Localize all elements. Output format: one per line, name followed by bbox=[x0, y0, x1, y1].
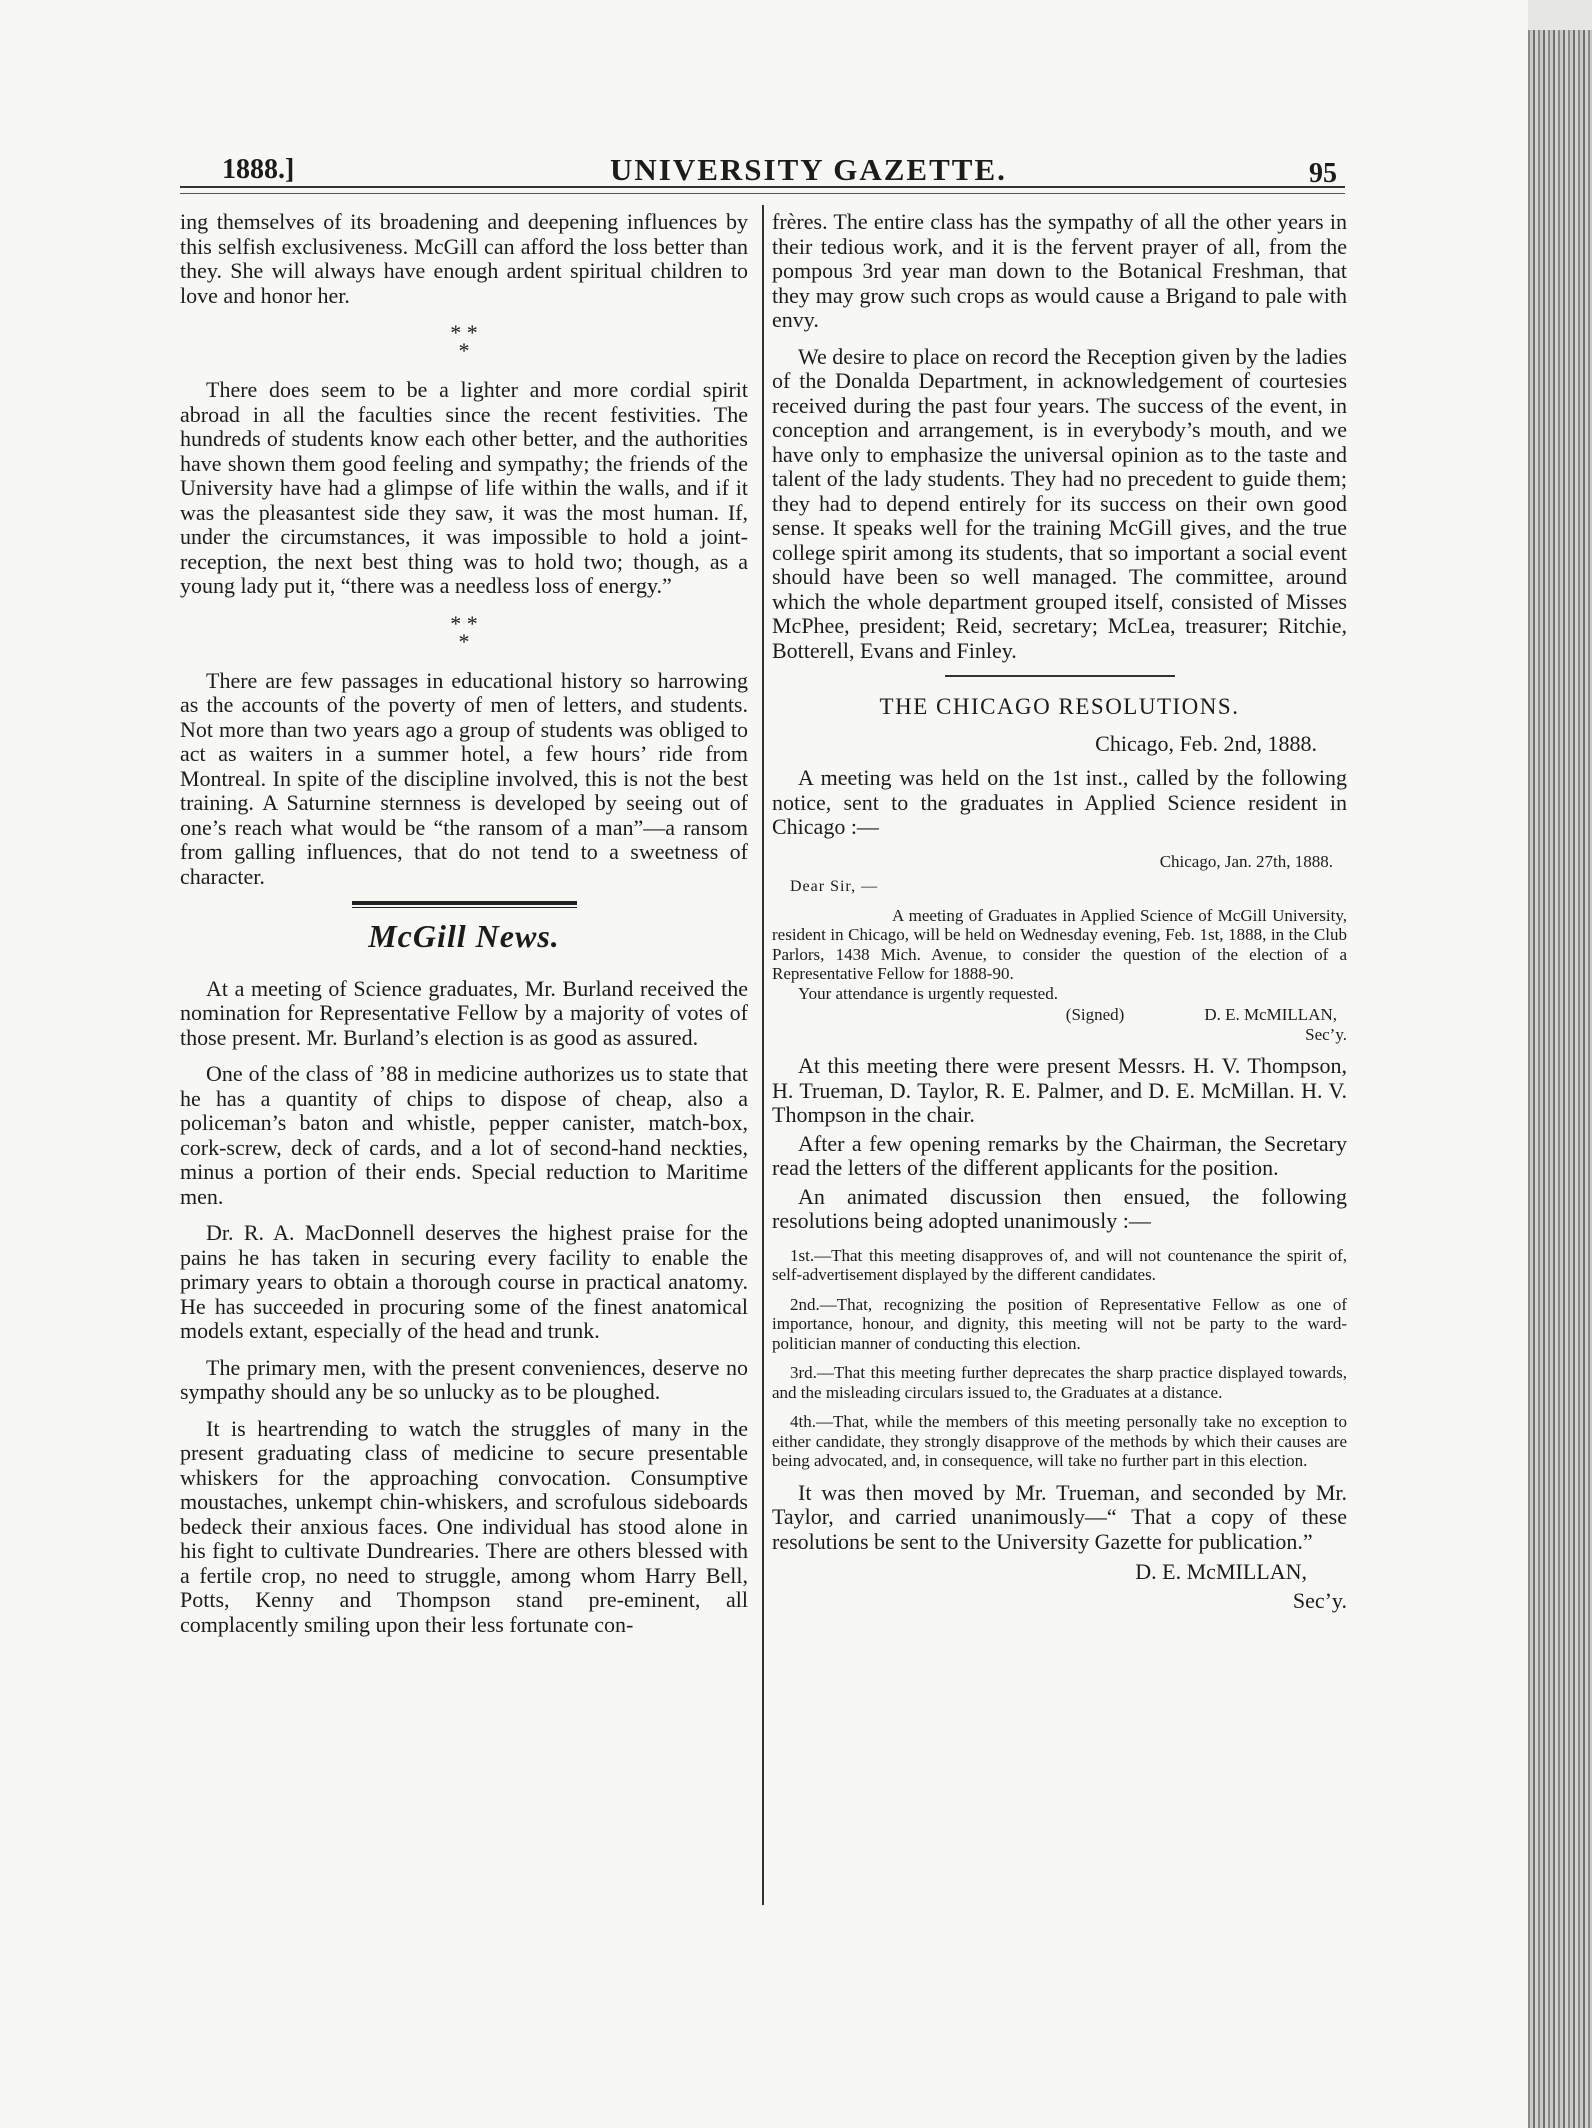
header-rule-thin bbox=[180, 193, 1345, 194]
header-year: 1888.] bbox=[222, 154, 295, 185]
paragraph: One of the class of ’88 in medicine authorizes us to state that he has a quantity of chips to dispose of cheap, also a policeman’s baton and whistle, pepper canister, match-box, cork-screw, deck of cards, and a lot of second-hand neckties, minus a portion of their ends. Special reduction to Maritime men. bbox=[180, 1061, 748, 1209]
paragraph: At this meeting there were present Messrs. H. V. Thompson, H. Trueman, D. Taylor, R. E. Palmer, and D. E. McMillan. H. V. Thompson in the chair. bbox=[772, 1053, 1347, 1127]
resolution-item: 4th.—That, while the members of this meeting personally take no exception to either candidate, they strongly disapprove of the methods by which their causes are being advocated, and, in consequence, will take no further part in this election. bbox=[772, 1412, 1347, 1470]
signed-label: (Signed) bbox=[1065, 1005, 1125, 1024]
paragraph: There are few passages in educational history so harrowing as the accounts of the poverty of men of letters, and students. Not more than two years ago a group of students was obliged to act as waiters in a summer hotel, a few hours’ ride from Montreal. In spite of the discipline involved, this is not the best training. A Saturnine sternness is developed by seeing out of one’s reach what would be “the ransom of a man”—a ransom from galling influences, that do not tend to a sweetness of character. bbox=[180, 667, 748, 889]
book-page-edges bbox=[1528, 30, 1592, 2128]
book-edge-top bbox=[1528, 0, 1592, 30]
letter-secretary: Sec’y. bbox=[1305, 1024, 1347, 1044]
asterism-ornament: * * * bbox=[450, 610, 478, 654]
right-column bbox=[772, 210, 1347, 1613]
header-title: UNIVERSITY GAZETTE. bbox=[610, 152, 1007, 187]
resolutions-list bbox=[772, 1246, 1347, 1471]
paragraph: The primary men, with the present conveniences, deserve no sympathy should any be so unlucky as to be ploughed. bbox=[180, 1354, 748, 1404]
left-column bbox=[180, 210, 748, 1649]
dateline: Chicago, Feb. 2nd, 1888. bbox=[1095, 730, 1317, 756]
resolution-item: 1st.—That this meeting disapproves of, and will not countenance the spirit of, self-advertisement displayed by the different candidates. bbox=[772, 1245, 1347, 1284]
paragraph: An animated discussion then ensued, the following resolutions being adopted unanimously :— bbox=[772, 1183, 1347, 1233]
paragraph: Dr. R. A. MacDonnell deserves the highest praise for the pains he has taken in securing every facility to enable the primary years to obtain a thorough course in practical anatomy. He has succeeded in procuring some of the finest anatomical models extant, especially of the head and trunk. bbox=[180, 1220, 748, 1343]
resolution-item: 3rd.—That this meeting further deprecates the sharp practice displayed towards, and the misleading circulars issued to, the Graduates at a distance. bbox=[772, 1363, 1347, 1402]
paragraph: We desire to place on record the Reception given by the ladies of the Donalda Department, in acknowledgement of courtesies received during the past four years. The success of the event, in conception and arrangement, is in everybody’s mouth, and we have only to emphasize the universal opinion as to the taste and talent of the lady students. They had no precedent to guide them; they had to depend entirely for its success on their own good sense. It speaks well for the training McGill gives, and the true college spirit among its students, that so important a social event should have been so well managed. The committee, around which the whole department grouped itself, consisted of Misses McPhee, president; Reid, secretary; McLea, treasurer; Ritchie, Botterell, Evans and Finley. bbox=[772, 343, 1347, 663]
header-rule bbox=[180, 186, 1345, 188]
paragraph: frères. The entire class has the sympathy of all the other years in their tedious work, and it is the fervent prayer of all, from the pompous 3rd year man down to the Botanical Freshman, that they may grow such crops as would cause a Brigand to pale with envy. bbox=[772, 209, 1347, 332]
paragraph: A meeting was held on the 1st inst., called by the following notice, sent to the graduates in Applied Science resident in Chicago :— bbox=[772, 765, 1347, 839]
paragraph: It was then moved by Mr. Trueman, and seconded by Mr. Taylor, and carried unanimously—“ That a copy of these resolutions be sent to the University Gazette for publication.” bbox=[772, 1479, 1347, 1554]
resolution-item: 2nd.—That, recognizing the position of Representative Fellow as one of importance, honour, and dignity, this meeting will not be party to the ward-politician manner of conducting this election. bbox=[772, 1294, 1347, 1353]
page-number: 95 bbox=[1309, 158, 1337, 189]
letter-attendance: Your attendance is urgently requested. bbox=[798, 983, 1058, 1003]
paragraph: It is heartrending to watch the struggles of many in the present graduating class of medicine to secure presentable whiskers for the approaching convocation. Consumptive moustaches, unkempt chin-whiskers, and scrofulous sideboards bedeck their anxious faces. One individual has stood alone in his fight to cultivate Dundrearies. There are others blessed with a fertile crop, no need to struggle, among whom Harry Bell, Potts, Kenny and Thompson stand pre-eminent, all complacently smiling upon their less fortunate con- bbox=[180, 1415, 748, 1637]
article-heading: THE CHICAGO RESOLUTIONS. bbox=[879, 694, 1240, 719]
column-divider bbox=[762, 205, 764, 1905]
paragraph: ing themselves of its broadening and deepening influences by this selfish exclusiveness. McGill can afford the loss better than they. She will always have enough ardent spiritual children to love and honor her. bbox=[180, 209, 748, 308]
paragraph: There does seem to be a lighter and more cordial spirit abroad in all the faculties since the recent festivities. The hundreds of students know each other better, and the authorities have shown them good feeling and sympathy; the friends of the University have had a glimpse of life within the walls, and if it was the pleasantest side they saw, it was the most human. If, under the circumstances, it was impossible to hold a joint-reception, the next best thing was to hold two; though, as a young lady put it, “there was a needless loss of energy.” bbox=[180, 377, 748, 598]
letter-salutation: Dear Sir, — bbox=[790, 878, 879, 895]
letter-signature bbox=[772, 1005, 1337, 1025]
section-heading: McGill News. bbox=[368, 918, 560, 954]
section-rule bbox=[945, 675, 1175, 677]
letter-signer: D. E. McMILLAN, bbox=[1204, 1005, 1337, 1024]
asterism-ornament: * * * bbox=[450, 320, 478, 363]
section-rule bbox=[352, 901, 577, 908]
letter-date: Chicago, Jan. 27th, 1888. bbox=[1159, 851, 1333, 871]
paragraph: After a few opening remarks by the Chairman, the Secretary read the letters of the different applicants for the position. bbox=[772, 1130, 1347, 1180]
final-signer: D. E. McMILLAN, bbox=[1135, 1559, 1307, 1584]
paragraph: At a meeting of Science graduates, Mr. Burland received the nomination for Representative Fellow by a majority of votes of those present. Mr. Burland’s election is as good as assured. bbox=[180, 975, 748, 1050]
final-secretary: Sec’y. bbox=[1292, 1587, 1347, 1613]
letter-body: A meeting of Graduates in Applied Science of McGill University, resident in Chicago, will be held on Wednesday evening, Feb. 1st, 1888, in the Club Parlors, 1438 Mich. Avenue, to consider the question of the election of a Representative Fellow for 1888-90. bbox=[772, 905, 1347, 983]
